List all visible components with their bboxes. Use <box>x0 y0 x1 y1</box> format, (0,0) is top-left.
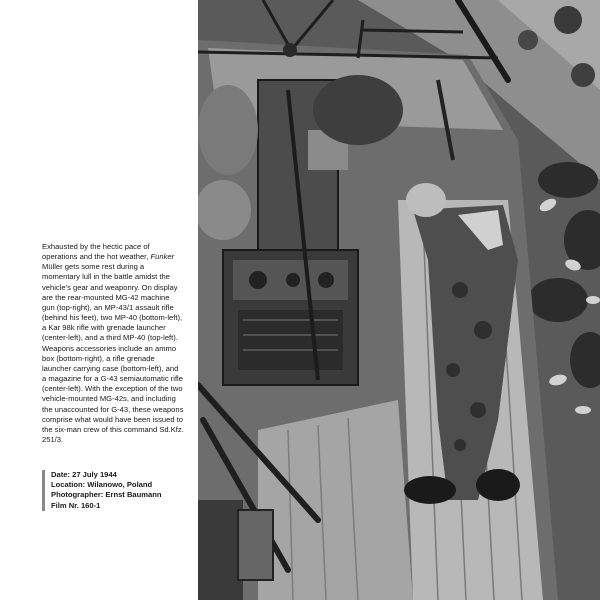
photo-caption <box>42 242 184 445</box>
caption-body: Müller gets some rest during a momentary lull in the battle amidst the vehicle's gear and weaponry. On display are the rear-mounted MG-42 machine gun (top-right), an MP-43/1 assault rifle (behind his feet), two MP-40 (bottom-left), a Kar 98k rifle with grenade launcher (center-left), and a third MP-40 (top-left). Weapons accessories include an ammo box (bottom-right), a rifle grenade launcher carrying case (bottom-left), and a magazine for a G-43 semiautomatic rifle (center-left). With the exception of the two vehicle-mounted MG-42s, and including the unaccounted for G-43, these weapons comprise what would have been issued to the six-man crew of this command Sd.Kfz. 251/3. <box>42 262 184 444</box>
meta-photographer: Photographer: Ernst Baumann <box>51 490 162 500</box>
photo-illustration <box>198 0 600 600</box>
war-photograph <box>198 0 600 600</box>
caption-rank-name: Funker <box>150 252 175 262</box>
meta-date: Date: 27 July 1944 <box>51 470 117 479</box>
photo-metadata <box>42 470 201 511</box>
meta-film: Film Nr. 160-1 <box>51 500 101 510</box>
caption-intro: Exhausted by the hectic pace of operations and the hot weather, <box>42 242 150 262</box>
caption-column <box>42 242 184 445</box>
meta-location: Location: Wilanowo, Poland <box>51 480 153 490</box>
